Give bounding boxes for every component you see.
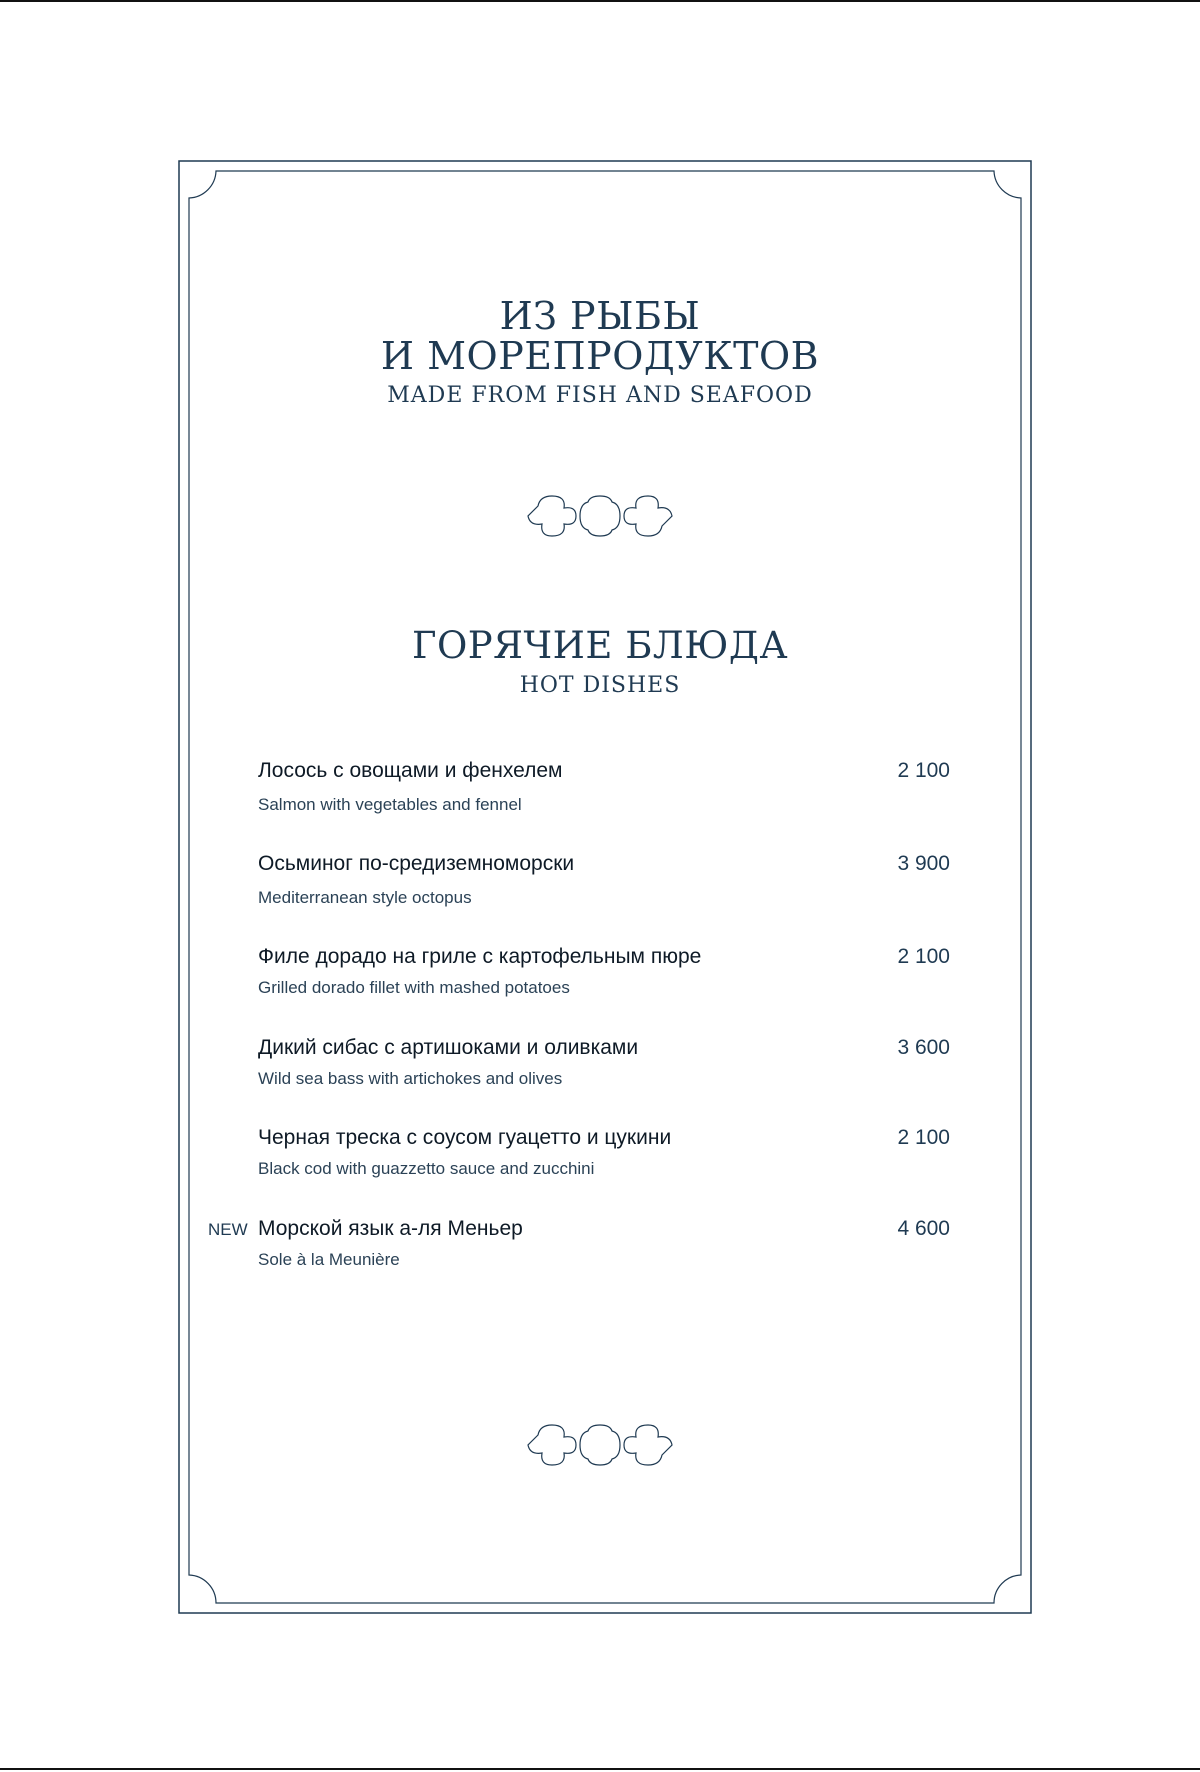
item-name: Черная треска с соусом гуацетто и цукини	[258, 1126, 672, 1149]
section-title-ru-line2: И МОРЕПРОДУКТОВ	[380, 334, 820, 378]
item-price: 3 900	[897, 852, 950, 875]
quatrefoil-ornament-icon	[520, 492, 680, 540]
subsection-title-en: HOT DISHES	[519, 673, 681, 698]
item-price: 2 100	[897, 945, 950, 968]
section-title-ru-line1: ИЗ РЫБЫ	[499, 294, 701, 338]
new-badge: NEW	[208, 1220, 248, 1239]
item-description: Black cod with guazzetto sauce and zucchini	[258, 1159, 595, 1178]
item-description: Salmon with vegetables and fennel	[258, 795, 522, 814]
item-name: Морской язык а-ля Меньер	[258, 1217, 523, 1240]
item-price: 2 100	[897, 759, 950, 782]
item-name: Осьминог по-средиземноморски	[258, 852, 575, 875]
item-description: Sole à la Meunière	[258, 1250, 400, 1269]
item-description: Wild sea bass with artichokes and olives	[258, 1069, 563, 1088]
subsection-title-ru: ГОРЯЧИЕ БЛЮДА	[411, 624, 789, 667]
item-description: Grilled dorado fillet with mashed potatoes	[258, 978, 570, 997]
item-price: 2 100	[897, 1126, 950, 1149]
item-price: 4 600	[897, 1217, 950, 1240]
item-name: Дикий сибас с артишоками и оливками	[258, 1036, 639, 1059]
item-price: 3 600	[897, 1036, 950, 1059]
section-title-en: MADE FROM FISH AND SEAFOOD	[387, 383, 813, 408]
page-edge-bottom	[0, 1768, 1200, 1770]
quatrefoil-ornament-icon	[520, 1421, 680, 1469]
item-name: Лосось с овощами и фенхелем	[258, 759, 563, 782]
item-description: Mediterranean style octopus	[258, 888, 472, 907]
item-name: Филе дорадо на гриле с картофельным пюре	[258, 945, 702, 968]
